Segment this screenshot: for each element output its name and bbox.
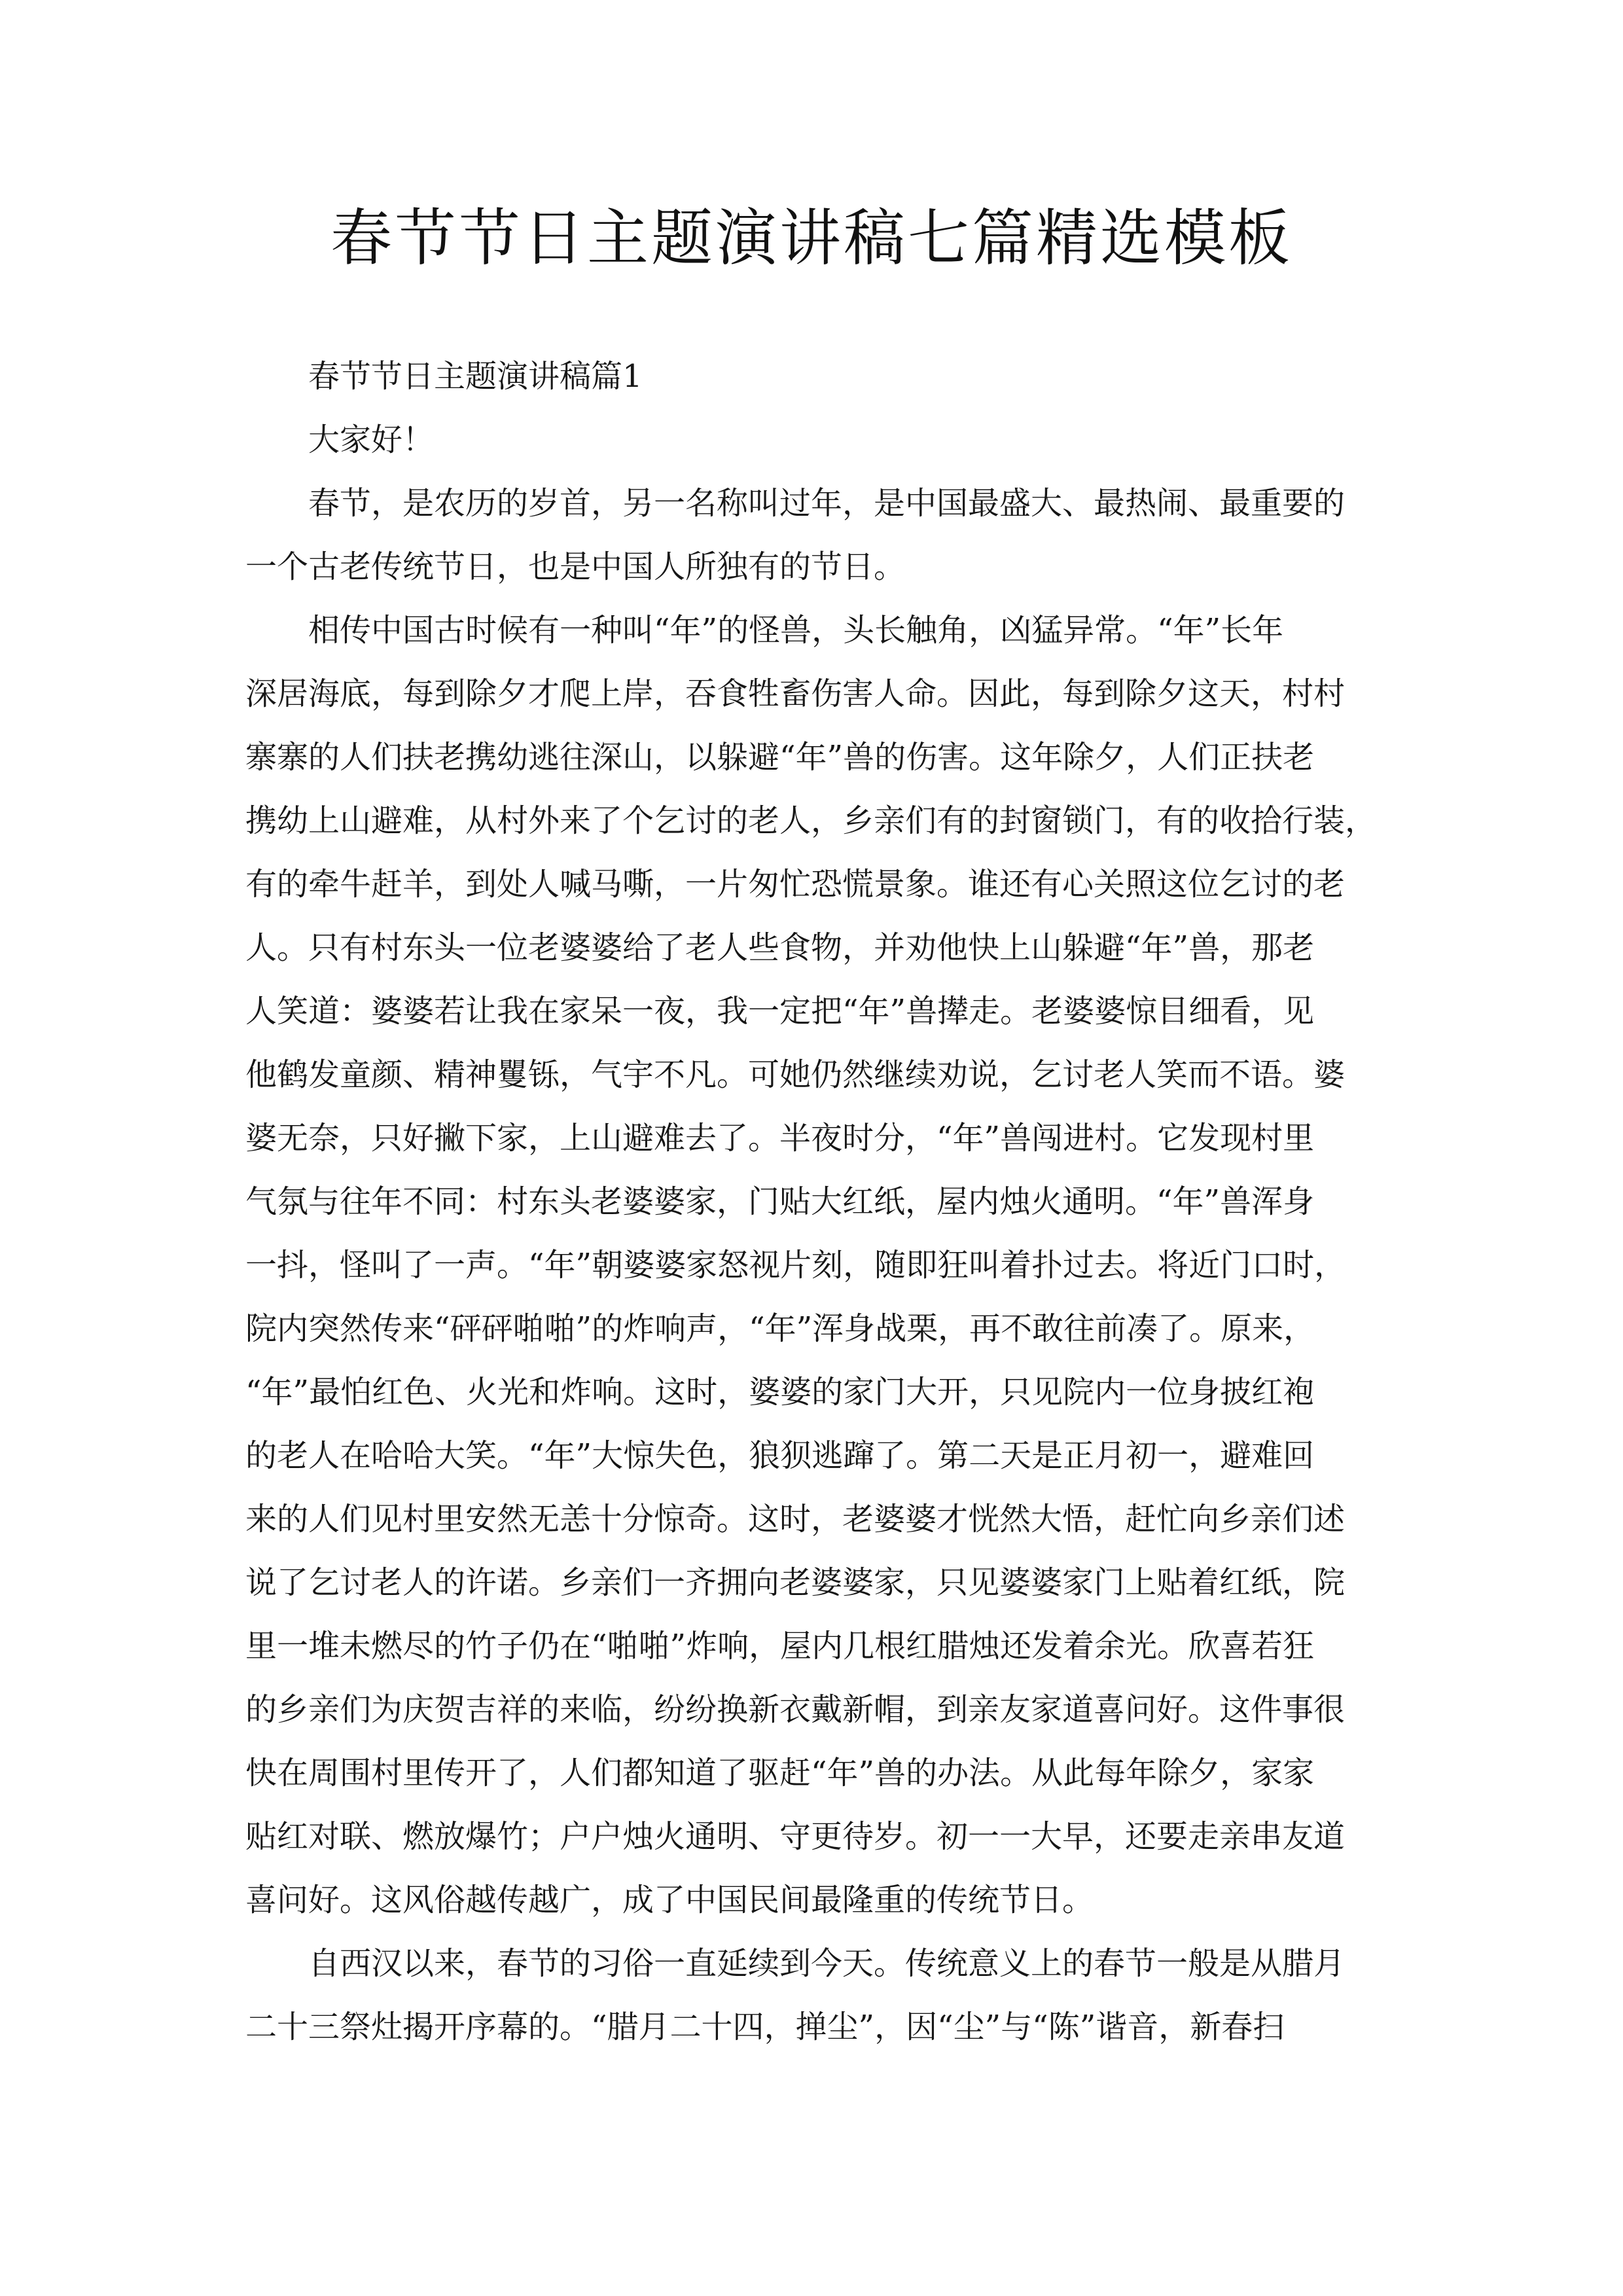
paragraph	[245, 472, 1397, 599]
text-line: 的老人在哈哈大笑。“年”大惊失色，狼狈逃蹿了。第二天是正月初一，避难回	[245, 1437, 1315, 1474]
document-body	[245, 345, 1397, 2059]
text-line: 喜问好。这风俗越传越广，成了中国民间最隆重的传统节日。	[245, 1882, 1094, 1918]
text-line: 大家好！	[308, 422, 435, 458]
text-line: 婆无奈，只好撇下家，上山避难去了。半夜时分，“年”兽闯进村。它发现村里	[245, 1120, 1315, 1157]
section-heading	[245, 345, 1397, 408]
text-line: 二十三祭灶揭开序幕的。“腊月二十四，掸尘”，因“尘”与“陈”谐音，新春扫	[245, 2009, 1285, 2045]
text-line: 贴红对联、燃放爆竹；户户烛火通明、守更待岁。初一一大早，还要走亲串友道	[245, 1818, 1346, 1855]
greeting	[245, 408, 1397, 472]
text-line: 气氛与往年不同：村东头老婆婆家，门贴大红纸，屋内烛火通明。“年”兽浑身	[245, 1183, 1315, 1220]
text-line: 说了乞讨老人的许诺。乡亲们一齐拥向老婆婆家，只见婆婆家门上贴着红纸，院	[245, 1564, 1346, 1601]
text-line: 里一堆未燃尽的竹子仍在“啪啪”炸响，屋内几根红腊烛还发着余光。欣喜若狂	[245, 1628, 1315, 1664]
text-line: 快在周围村里传开了，人们都知道了驱赶“年”兽的办法。从此每年除夕，家家	[245, 1755, 1315, 1791]
document-title: 春节节日主题演讲稿七篇精选模板	[330, 203, 1293, 274]
text-line: “年”最怕红色、火光和炸响。这时，婆婆的家门大开，只见院内一位身披红袍	[245, 1374, 1315, 1410]
text-line: 春节，是农历的岁首，另一名称叫过年，是中国最盛大、最热闹、最重要的	[308, 485, 1346, 522]
text-line: 人笑道：婆婆若让我在家呆一夜，我一定把“年”兽撵走。老婆婆惊目细看，见	[245, 993, 1315, 1030]
text-line: 院内突然传来“砰砰啪啪”的炸响声，“年”浑身战栗，再不敢往前凑了。原来，	[245, 1310, 1315, 1347]
text-line: 他鹤发童颜、精神矍铄，气宇不凡。可她仍然继续劝说，乞讨老人笑而不语。婆	[245, 1056, 1346, 1093]
text-line: 相传中国古时候有一种叫“年”的怪兽，头长触角，凶猛异常。“年”长年	[308, 612, 1284, 649]
text-line: 的乡亲们为庆贺吉祥的来临，纷纷换新衣戴新帽，到亲友家道喜问好。这件事很	[245, 1691, 1346, 1728]
text-line: 人。只有村东头一位老婆婆给了老人些食物，并劝他快上山躲避“年”兽，那老	[245, 929, 1315, 966]
text-line: 寨寨的人们扶老携幼逃往深山，以躲避“年”兽的伤害。这年除夕，人们正扶老	[245, 739, 1315, 776]
text-line: 深居海底，每到除夕才爬上岸，吞食牲畜伤害人命。因此，每到除夕这天，村村	[245, 675, 1346, 712]
text-line: 有的牵牛赶羊，到处人喊马嘶，一片匆忙恐慌景象。谁还有心关照这位乞讨的老	[245, 866, 1346, 903]
text-line: 一抖，怪叫了一声。“年”朝婆婆家怒视片刻，随即狂叫着扑过去。将近门口时，	[245, 1247, 1346, 1283]
text-line: 携幼上山避难，从村外来了个乞讨的老人，乡亲们有的封窗锁门，有的收拾行装，	[245, 802, 1377, 839]
paragraph	[245, 599, 1397, 1932]
text-line: 自西汉以来，春节的习俗一直延续到今天。传统意义上的春节一般是从腊月	[308, 1945, 1346, 1982]
text-line: 一个古老传统节日，也是中国人所独有的节日。	[245, 548, 906, 585]
paragraph	[245, 1932, 1397, 2059]
text-line: 春节节日主题演讲稿篇1	[308, 358, 643, 395]
text-line: 来的人们见村里安然无恙十分惊奇。这时，老婆婆才恍然大悟，赶忙向乡亲们述	[245, 1501, 1346, 1537]
